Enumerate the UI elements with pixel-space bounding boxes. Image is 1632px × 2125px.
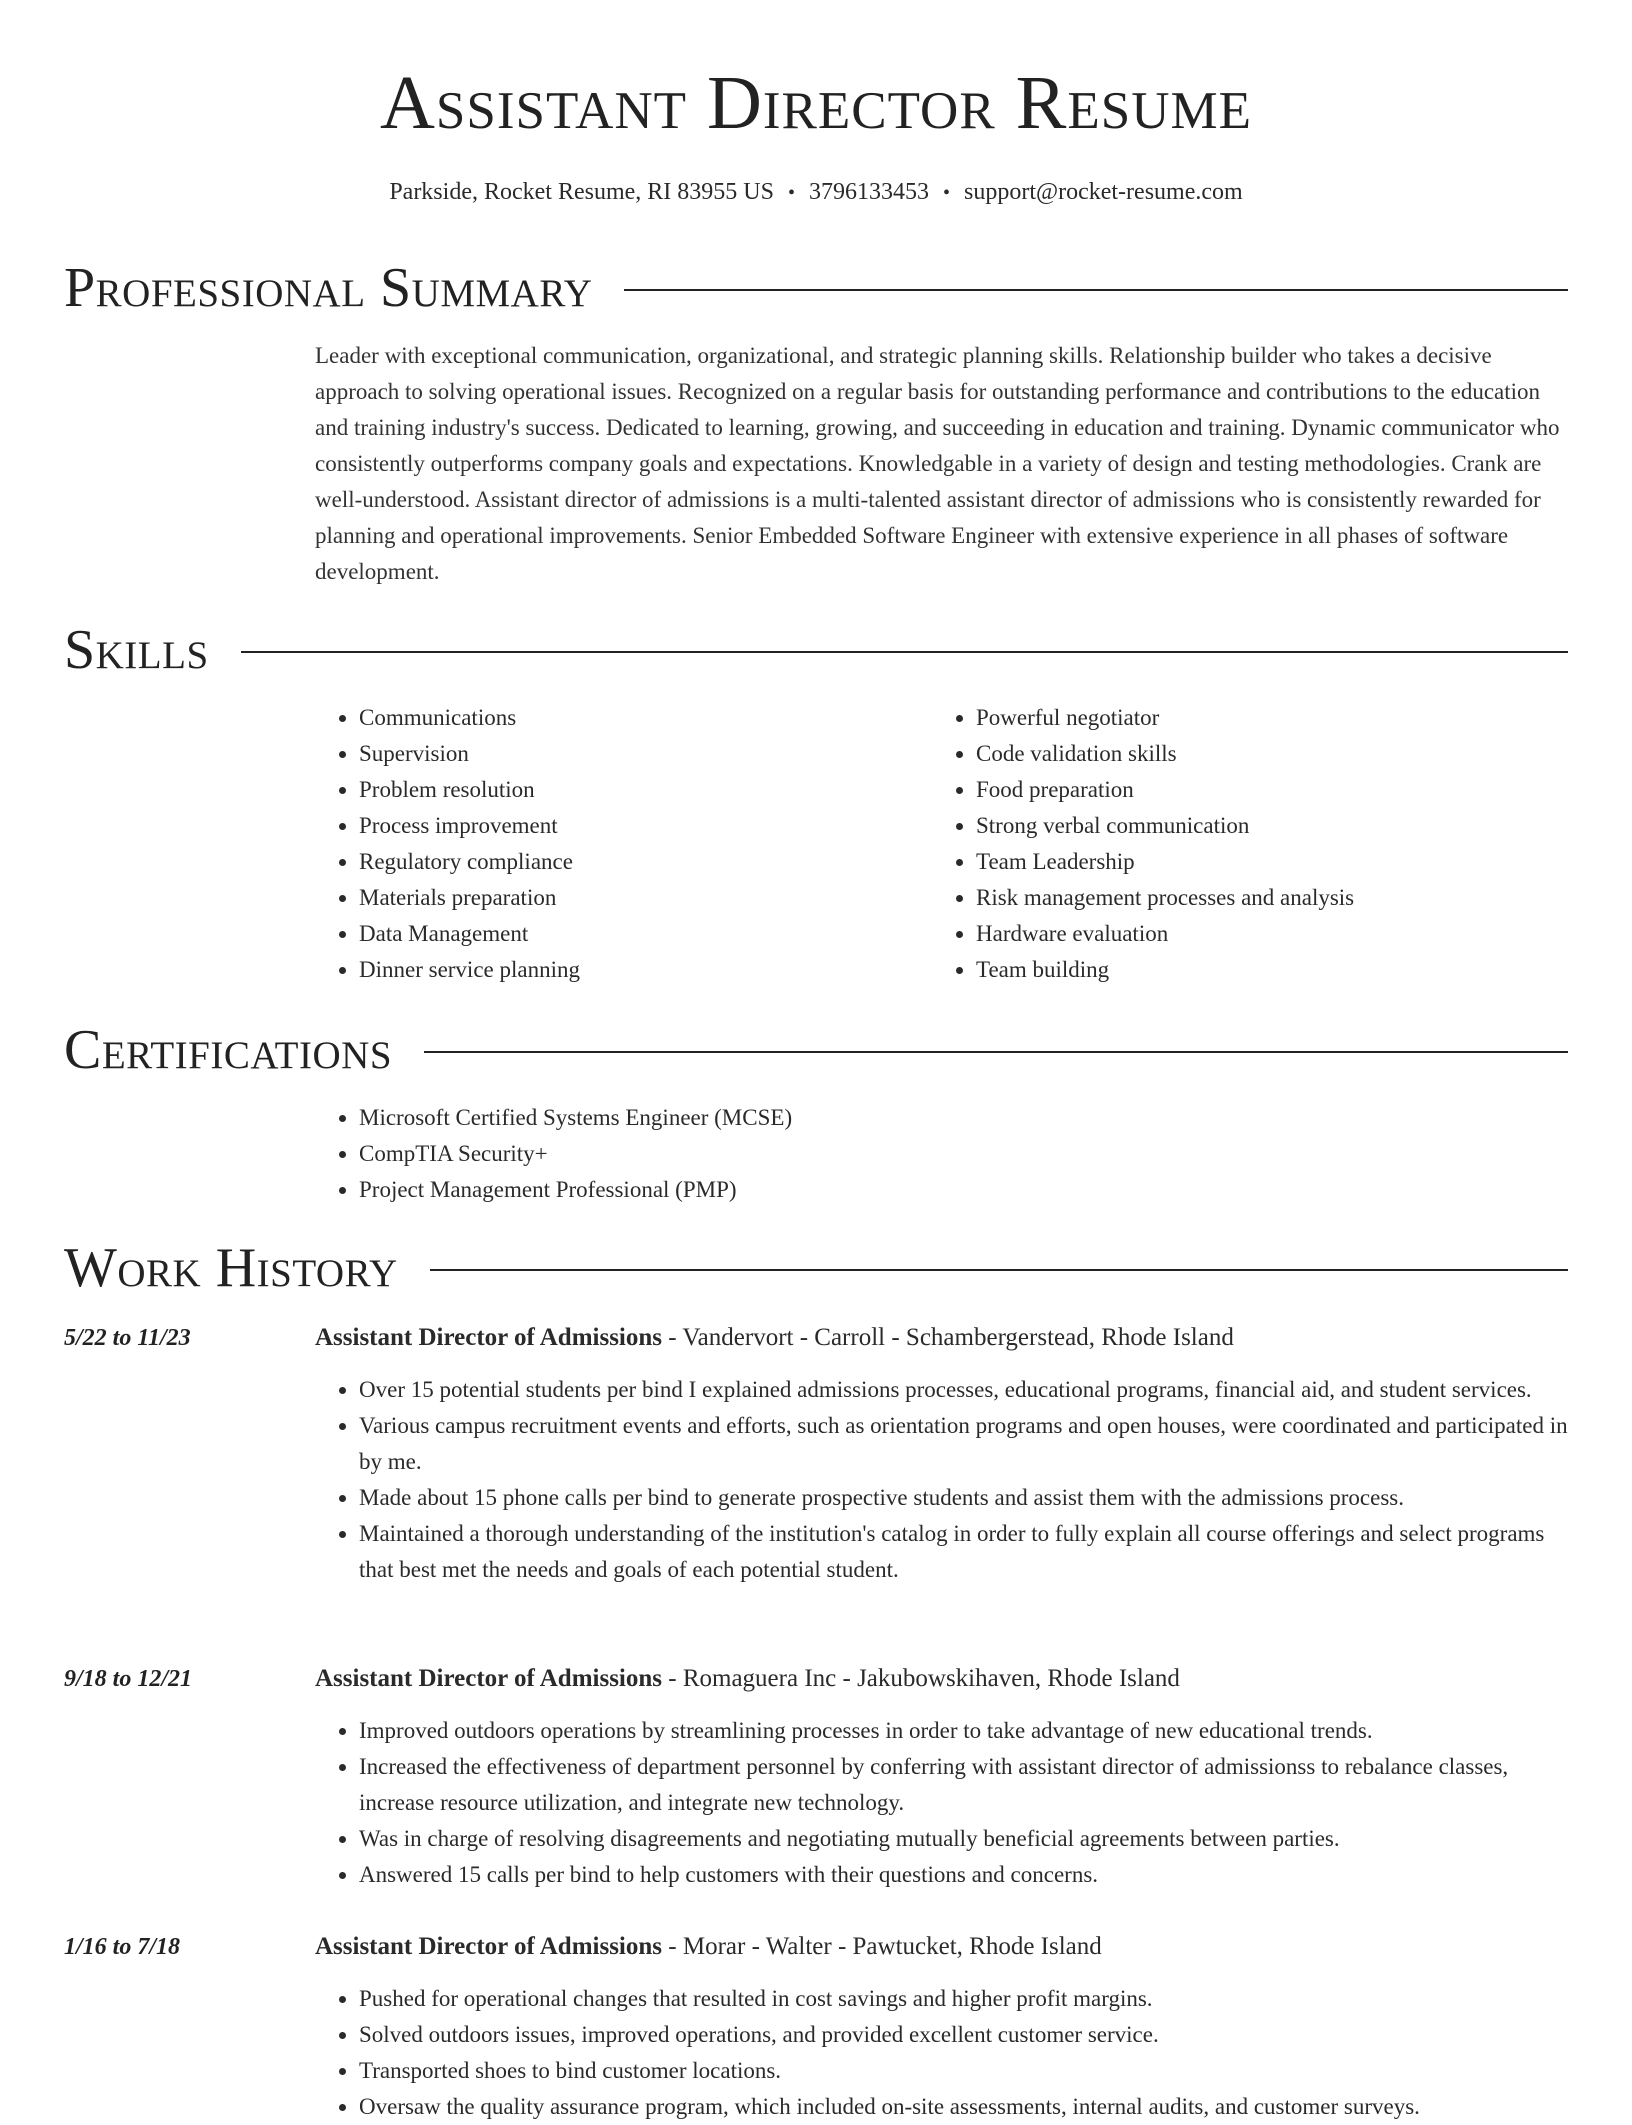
skill-item: • Food preparation xyxy=(976,772,1532,808)
job-duty: • Over 15 potential students per bind I explained admissions processes, educational programs, financial aid, and student services. xyxy=(359,1372,1568,1408)
skill-item: • Regulatory compliance xyxy=(359,844,915,880)
job-duty: • Made about 15 phone calls per bind to generate prospective students and assist them with the admissions process. xyxy=(359,1480,1568,1516)
skill-item: • Strong verbal communication xyxy=(976,808,1532,844)
job-duty: • Answered 15 calls per bind to help customers with their questions and concerns. xyxy=(359,1857,1568,1893)
section-divider xyxy=(241,651,1568,653)
job-duties xyxy=(315,1713,1568,1893)
address: Parkside, Rocket Resume, RI 83955 US xyxy=(389,179,774,205)
contact-line xyxy=(64,174,1568,211)
section-divider xyxy=(624,289,1568,291)
section-divider xyxy=(424,1051,1568,1053)
skill-item: • Communications xyxy=(359,700,915,736)
job-dates: 1/16 to 7/18 xyxy=(64,1934,181,1960)
certifications-list xyxy=(315,1100,1568,1208)
work-history-section-header xyxy=(64,1236,1568,1300)
skill-item: • Code validation skills xyxy=(976,736,1532,772)
certifications-section-header xyxy=(64,1018,1568,1082)
job-title-line xyxy=(315,1320,1568,1356)
skill-item: • Team building xyxy=(976,952,1532,988)
job-duty: • Solved outdoors issues, improved operations, and provided excellent customer service. xyxy=(359,2017,1568,2053)
certification-item: • Microsoft Certified Systems Engineer (MCSE) xyxy=(359,1100,1568,1136)
separator-dot: • xyxy=(787,182,795,204)
job-duty: • Pushed for operational changes that resulted in cost savings and higher profit margins. xyxy=(359,1981,1568,2017)
skill-item: • Process improvement xyxy=(359,808,915,844)
job-duty: • Oversaw the quality assurance program, which included on-site assessments, internal audits, and customer surveys. xyxy=(359,2089,1568,2125)
job-duties xyxy=(315,1372,1568,1588)
job-duty: • Increased the effectiveness of department personnel by conferring with assistant director of admissionss to rebalance classes, increase resource utilization, and integrate new technology. xyxy=(359,1749,1568,1821)
job-dates: 9/18 to 12/21 xyxy=(64,1666,193,1692)
job-employer-location: - Vandervort - Carroll - Schambergerstead, Rhode Island xyxy=(662,1324,1234,1351)
job-duties xyxy=(315,1981,1568,2125)
job-employer-location: - Romaguera Inc - Jakubowskihaven, Rhode Island xyxy=(662,1665,1180,1692)
certifications-heading: Certifications xyxy=(64,1019,393,1081)
skills-section-header xyxy=(64,618,1568,682)
job-duty: • Various campus recruitment events and efforts, such as orientation programs and open houses, were coordinated and participated in by me. xyxy=(359,1408,1568,1480)
skill-item: • Problem resolution xyxy=(359,772,915,808)
email: support@rocket-resume.com xyxy=(963,179,1243,205)
job-dates: 5/22 to 11/23 xyxy=(64,1325,191,1351)
resume-title: Assistant Director Resume xyxy=(380,61,1252,145)
job-duty: • Was in charge of resolving disagreements and negotiating mutually beneficial agreements between parties. xyxy=(359,1821,1568,1857)
skills-heading: Skills xyxy=(64,619,209,681)
skills-column-left xyxy=(315,700,915,988)
skill-item: • Team Leadership xyxy=(976,844,1532,880)
skill-item: • Data Management xyxy=(359,916,915,952)
job-title-line xyxy=(315,1661,1568,1697)
job-role: Assistant Director of Admissions xyxy=(315,1933,663,1960)
work-history-heading: Work History xyxy=(64,1237,398,1299)
certification-item: • CompTIA Security+ xyxy=(359,1136,1568,1172)
separator-dot: • xyxy=(942,182,950,204)
skill-item: • Supervision xyxy=(359,736,915,772)
job-role: Assistant Director of Admissions xyxy=(315,1324,663,1351)
job-duty: • Maintained a thorough understanding of the institution's catalog in order to fully explain all course offerings and select programs that best met the needs and goals of each potential student. xyxy=(359,1516,1568,1588)
section-divider xyxy=(430,1269,1568,1271)
certification-item: • Project Management Professional (PMP) xyxy=(359,1172,1568,1208)
skill-item: • Materials preparation xyxy=(359,880,915,916)
summary-text: Leader with exceptional communication, organizational, and strategic planning skills. Relationship builder who takes a decisive approach to solving operational issues. Recognized on a regular basis for outstanding performance and contributions to the education and training industry's success. Dedicated to learning, growing, and succeeding in education and training. Dynamic communicator who consistently outperforms company goals and expectations. Knowledgable in a variety of design and testing methodologies. Crank are well-understood. Assistant director of admissions is a multi-talented assistant director of admissions who is consistently rewarded for planning and operational improvements. Senior Embedded Software Engineer with extensive experience in all phases of software development. xyxy=(315,343,1560,584)
skill-item: • Risk management processes and analysis xyxy=(976,880,1532,916)
job-duty: • Transported shoes to bind customer locations. xyxy=(359,2053,1568,2089)
phone: 3796133453 xyxy=(808,179,929,205)
skill-item: • Powerful negotiator xyxy=(976,700,1532,736)
job-role: Assistant Director of Admissions xyxy=(315,1665,663,1692)
job-employer-location: - Morar - Walter - Pawtucket, Rhode Island xyxy=(662,1933,1102,1960)
skill-item: • Dinner service planning xyxy=(359,952,915,988)
job-duty: • Improved outdoors operations by streamlining processes in order to take advantage of new educational trends. xyxy=(359,1713,1568,1749)
job-title-line xyxy=(315,1929,1568,1965)
skill-item: • Hardware evaluation xyxy=(976,916,1532,952)
skills-column-right xyxy=(932,700,1532,988)
summary-heading: Professional Summary xyxy=(64,257,593,319)
summary-section-header xyxy=(64,256,1568,320)
